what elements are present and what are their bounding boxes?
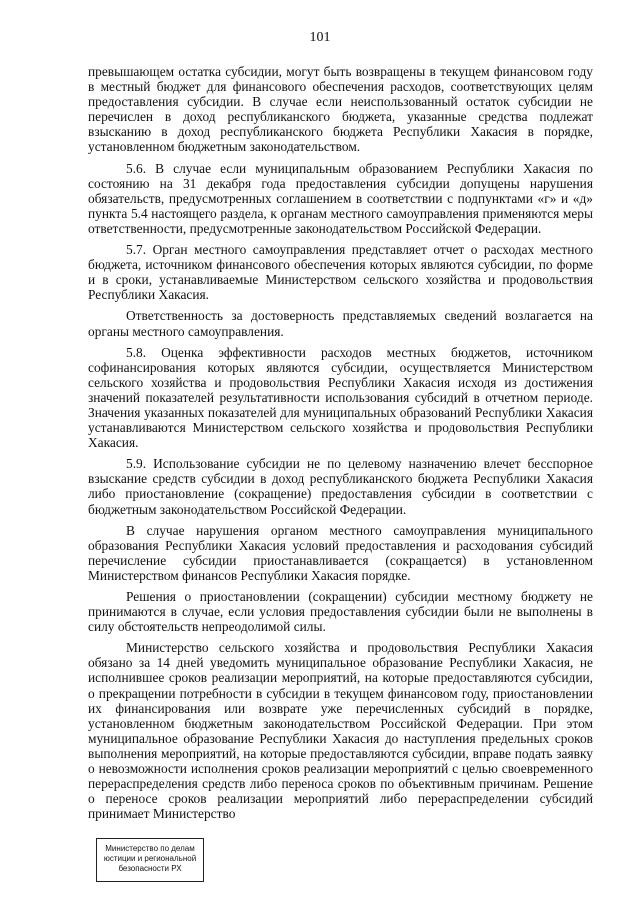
registration-stamp (96, 838, 204, 882)
paragraph-violation: В случае нарушения органом местного самоуправления муниципального образования Республики Хакасия условий предоставления и расходования субсидий перечисление субсидии приостанавливается (сокращается) в установленном Министерством финансов Республики Хакасия порядке. (88, 522, 593, 583)
paragraph-ministry-obligation: Министерство сельского хозяйства и продовольствия Республики Хакасия обязано за 14 дней уведомить муниципальное образование Республики Хакасия, не исполнившее сроков реализации мероприятий, на которые предоставляются субсидии, о прекращении потребности в субсидии в текущем финансовом году, приостановлении их финансирования или возврате уже перечисленных субсидий в порядке, установленном бюджетным законодательством Российской Федерации. При этом муниципальное образование Республики Хакасия до наступления предельных сроков выполнения мероприятий, на которые предоставляются субсидии, вправе подать заявку о невозможности исполнения сроков реализации мероприятий с целью своевременного перераспределения средств либо переноса сроков по объективным причинам. Решение о переносе сроков реализации мероприятий либо перераспределении субсидий принимает Министерство (88, 640, 593, 822)
stamp-line: безопасности РХ (118, 864, 182, 873)
paragraph-continuation: превышающем остатка субсидии, могут быть возвращены в текущем финансовом году в местный бюджет для финансового обеспечения расходов, соответствующих целям предоставления субсидии. В случае если неиспользованный остаток субсидии не перечислен в доход республиканского бюджета, указанные средства подлежат взысканию в доход республиканского бюджета Республики Хакасия в порядке, установленном бюджетным законодательством. (88, 64, 593, 155)
paragraph-responsibility: Ответственность за достоверность представляемых сведений возлагается на органы местного самоуправления. (88, 308, 593, 339)
paragraph-decisions: Решения о приостановлении (сокращении) субсидии местному бюджету не принимаются в случае, если условия предоставления субсидии были не выполнены в силу обстоятельств непреодолимой силы. (88, 589, 593, 635)
paragraph-5-6: 5.6. В случае если муниципальным образованием Республики Хакасия по состоянию на 31 декабря года предоставления субсидии допущены нарушения обязательств, предусмотренных соглашением в соответствии с подпунктами «г» и «д» пункта 5.4 настоящего раздела, к органам местного самоуправления применяются меры ответственности, предусмотренные законодательством Российской Федерации. (88, 160, 593, 236)
page-number: 101 (309, 30, 331, 45)
document-body (88, 64, 593, 827)
paragraph-5-9: 5.9. Использование субсидии не по целевому назначению влечет бесспорное взыскание средств субсидии в доход республиканского бюджета Республики Хакасия либо приостановление (сокращение) предоставления субсидии в соответствии с бюджетным законодательством Российской Федерации. (88, 456, 593, 517)
paragraph-5-8: 5.8. Оценка эффективности расходов местных бюджетов, источником софинансирования которых являются субсидии, осуществляется Министерством сельского хозяйства и продовольствия Республики Хакасия исходя из достижения значений показателей результативности использования субсидий в отчетном периоде. Значения указанных показателей для муниципальных образований Республики Хакасия устанавливаются Министерством сельского хозяйства и продовольствия Республики Хакасия. (88, 344, 593, 451)
stamp-line: Министерство по делам (105, 844, 195, 853)
paragraph-5-7: 5.7. Орган местного самоуправления представляет отчет о расходах местного бюджета, источником финансового обеспечения которых являются субсидии, по форме и в сроки, устанавливаемые Министерством сельского хозяйства и продовольствия Республики Хакасия. (88, 242, 593, 303)
stamp-line: юстиции и региональной (103, 854, 197, 863)
